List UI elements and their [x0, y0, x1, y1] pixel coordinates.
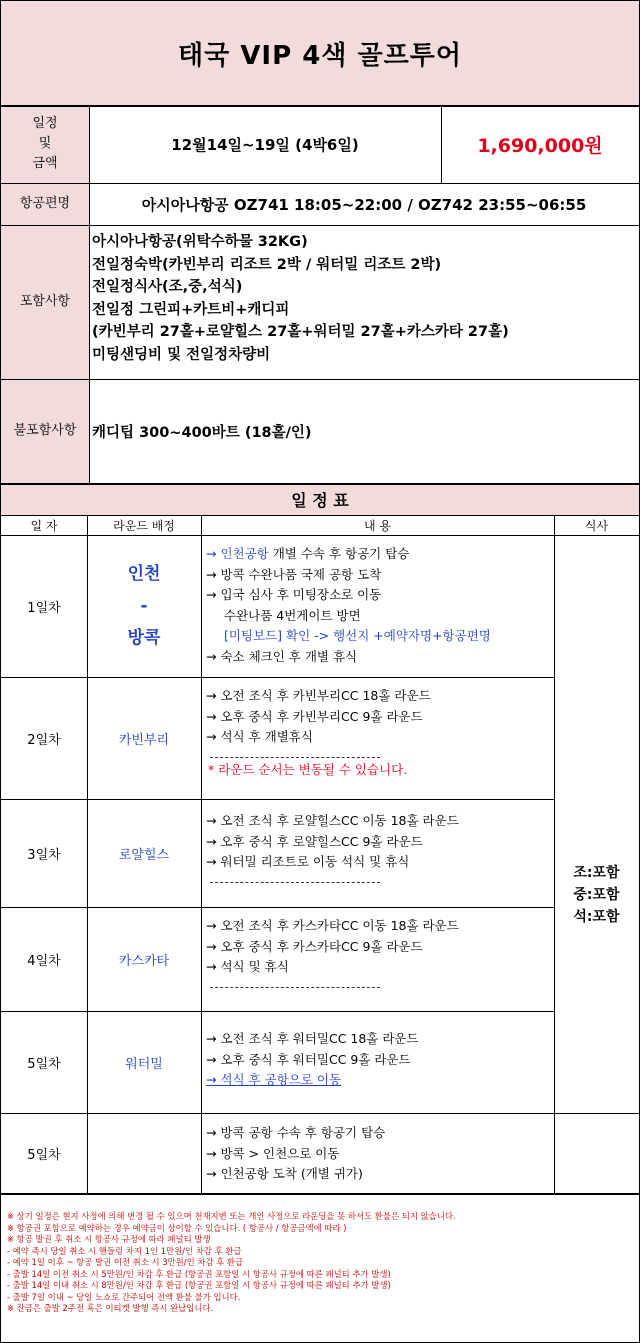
grid-line — [1, 907, 554, 908]
day-1-content — [206, 544, 554, 667]
day-1-line: 개별 수속 후 항공기 탑승 — [268, 546, 410, 561]
flight-label: 항공편명 — [1, 183, 89, 225]
day-6-content — [206, 1123, 554, 1185]
day-2-content — [206, 686, 554, 780]
day-1-label: 1일차 — [27, 600, 61, 616]
flight-info: 아시아나항공 OZ741 18:05~22:00 / OZ742 23:55~06:55 — [141, 195, 587, 214]
day-3-line: → 오후 중식 후 로얄힐스CC 9홀 라운드 — [206, 833, 423, 849]
day-3-line: → 오전 조식 후 로얄힐스CC 이동 18홀 라운드 — [206, 813, 459, 828]
day-1-line: → 방콕 수완나품 국제 공항 도착 — [206, 566, 382, 582]
note-line: ※ 항공 발권 후 취소 시 항공사 규정에 따라 패널티 발생 — [7, 1234, 211, 1244]
included-item: 전일정식사(조,중,석식) — [92, 279, 243, 295]
grid-line — [1, 483, 639, 485]
dashed-divider — [210, 757, 380, 758]
schedule-title: 일 정 표 — [1, 483, 639, 515]
header-meal: 식사 — [584, 518, 609, 533]
day-3-content — [206, 811, 554, 885]
included-item: 전일정숙박(카빈부리 리조트 2박 / 워터밀 리조트 2박) — [92, 256, 442, 273]
day-5-course: 워터밀 — [125, 1056, 163, 1072]
grid-line — [1, 799, 554, 800]
note-line: ※ 항공권 포함으로 예약하는 경우 예약금이 상이할 수 있습니다. ( 항공사 / 항공금액에 따라 ) — [7, 1222, 347, 1233]
header-day: 일 자 — [30, 518, 58, 533]
airport-transfer-line: → 석식 후 공항으로 이동 — [206, 1072, 342, 1087]
day-2-line: → 오후 중식 후 카빈부리CC 9홀 라운드 — [206, 708, 423, 724]
grid-line — [89, 105, 90, 483]
day-5-content — [206, 1029, 554, 1091]
notes-section — [1, 1193, 639, 1342]
tour-price: 1,690,000원 — [477, 134, 603, 157]
included-item: (카빈부리 27홀+로얄힐스 27홀+워터밀 27홀+카스카타 27홀) — [92, 324, 509, 340]
day-6-line: → 방콕 공항 수속 후 항공기 탑승 — [206, 1125, 386, 1140]
included-item: 전일정 그린피+카트비+캐디피 — [92, 301, 290, 318]
excluded-label: 불포함사항 — [1, 379, 89, 483]
day-2-course: 카빈부리 — [118, 732, 170, 748]
day-1-line: → 숙소 체크인 후 개별 휴식 — [206, 648, 358, 664]
grid-line — [1, 515, 639, 516]
grid-line — [554, 515, 555, 1193]
day-3-label: 3일차 — [27, 847, 61, 863]
grid-line — [1, 1113, 639, 1114]
day-4-line: → 석식 및 휴식 — [206, 959, 289, 974]
meal-breakfast: 조:포함 — [573, 865, 620, 881]
route-destination: 방콕 — [127, 628, 161, 648]
route-separator: - — [140, 596, 148, 616]
meal-dinner: 석:포함 — [573, 909, 620, 925]
included-item: 미팅샌딩비 및 전일정차량비 — [92, 346, 271, 363]
grid-line — [1, 677, 554, 678]
note-line: - 예약 1일 이후 ~ 항공 발권 이전 취소 시 3만원/인 차감 후 환급 — [7, 1257, 244, 1267]
incheon-airport-text: → 인천공항 — [206, 546, 269, 561]
grid-line — [1, 183, 639, 184]
day-2-line: → 석식 후 개별휴식 — [206, 729, 313, 744]
page-title: 태국 VIP 4색 골프투어 — [1, 1, 639, 105]
grid-line — [1, 225, 639, 226]
included-list — [89, 231, 639, 377]
note-line: - 예약 즉시 당일 취소 시 핸들링 차지 1인 1만원/인 차감 후 환급 — [7, 1245, 242, 1256]
grid-line — [1, 105, 639, 107]
day-2-line: → 오전 조식 후 카빈부리CC 18홀 라운드 — [206, 688, 431, 703]
note-line: - 출발 14일 이전 취소 시 5만원/인 차감 후 환급 (항공권 포함일 시 항공사 규정에 따른 패널티 추가 발생) — [7, 1268, 391, 1279]
meeting-board-line: [미팅보드] 확인 -> 행선지 +예약자명+항공편명 — [224, 628, 491, 643]
day-6-line: → 인천공항 도착 (개별 귀가) — [206, 1166, 363, 1181]
note-line: ※ 잔금은 출발 2주전 혹은 이티켓 발행 즉시 완납입니다. — [7, 1303, 214, 1313]
day-1-route — [87, 535, 201, 677]
dashed-divider — [210, 882, 380, 883]
schedule-label-line: 및 — [38, 136, 52, 151]
day-5-line: → 오전 조식 후 워터밀CC 18홀 라운드 — [206, 1031, 419, 1046]
included-label: 포함사항 — [1, 225, 89, 379]
grid-line — [1, 1011, 554, 1012]
excluded-info: 캐디팁 300~400바트 (18홀/인) — [92, 424, 312, 441]
grid-line — [87, 515, 88, 1193]
day-6-line: → 방콕 > 인천으로 이동 — [206, 1145, 340, 1161]
schedule-label-line: 금액 — [32, 156, 58, 171]
day-4-course: 카스카타 — [118, 953, 170, 969]
included-item: 아시아나항공(위탁수하물 32KG) — [92, 234, 308, 250]
meals-cell — [554, 677, 639, 1113]
day-5-line: → 오후 중식 후 워터밀CC 9홀 라운드 — [206, 1051, 411, 1067]
grid-line — [441, 105, 442, 183]
dashed-divider — [210, 987, 380, 988]
grid-line — [1, 379, 639, 380]
day-2-label: 2일차 — [27, 732, 61, 748]
schedule-price-label — [1, 105, 89, 183]
day-3-line: → 워터밀 리조트로 이동 석식 및 휴식 — [206, 854, 410, 869]
day-3-course: 로얄힐스 — [118, 847, 170, 863]
day-4-content — [206, 916, 554, 990]
meal-lunch: 중:포함 — [573, 887, 620, 903]
note-line: ※ 상기 일정은 현지 사정에 의해 변경 될 수 있으며 천재지변 또는 개인 사정으로 라운딩을 못 하셔도 환불은 되지 않습니다. — [7, 1211, 456, 1221]
day-5-label: 5일차 — [27, 1056, 61, 1072]
day-4-line: → 오후 중식 후 카스카타CC 9홀 라운드 — [206, 938, 423, 954]
day-4-label: 4일차 — [27, 953, 61, 969]
grid-line — [201, 515, 202, 1193]
day-4-line: → 오전 조식 후 카스카타CC 이동 18홀 라운드 — [206, 918, 459, 933]
day-6-label: 5일차 — [27, 1147, 61, 1163]
route-origin: 인천 — [127, 564, 161, 584]
note-line: - 출발 14일 이내 취소 시 8만원/인 차감 후 환급 (항공권 포함일 시 항공사 규정에 따른 패널티 추가 발생) — [7, 1280, 391, 1290]
day-1-line: → 입국 심사 후 미팅장소로 이동 — [206, 587, 382, 602]
schedule-label-line: 일정 — [32, 116, 58, 131]
header-round: 라운드 배정 — [113, 518, 175, 533]
tour-dates: 12월14일~19일 (4박6일) — [171, 135, 359, 154]
header-content: 내 용 — [364, 518, 391, 533]
note-line: - 출발 7일 이내 ~ 당일 노쇼로 간주되어 전액 환불 불가 입니다. — [7, 1291, 241, 1302]
day-1-line: 수완나품 4번게이트 방면 — [224, 607, 361, 623]
grid-line — [1, 1193, 639, 1195]
grid-line — [1, 535, 639, 536]
round-order-note: * 라운드 순서는 변동될 수 있습니다. — [208, 761, 408, 777]
